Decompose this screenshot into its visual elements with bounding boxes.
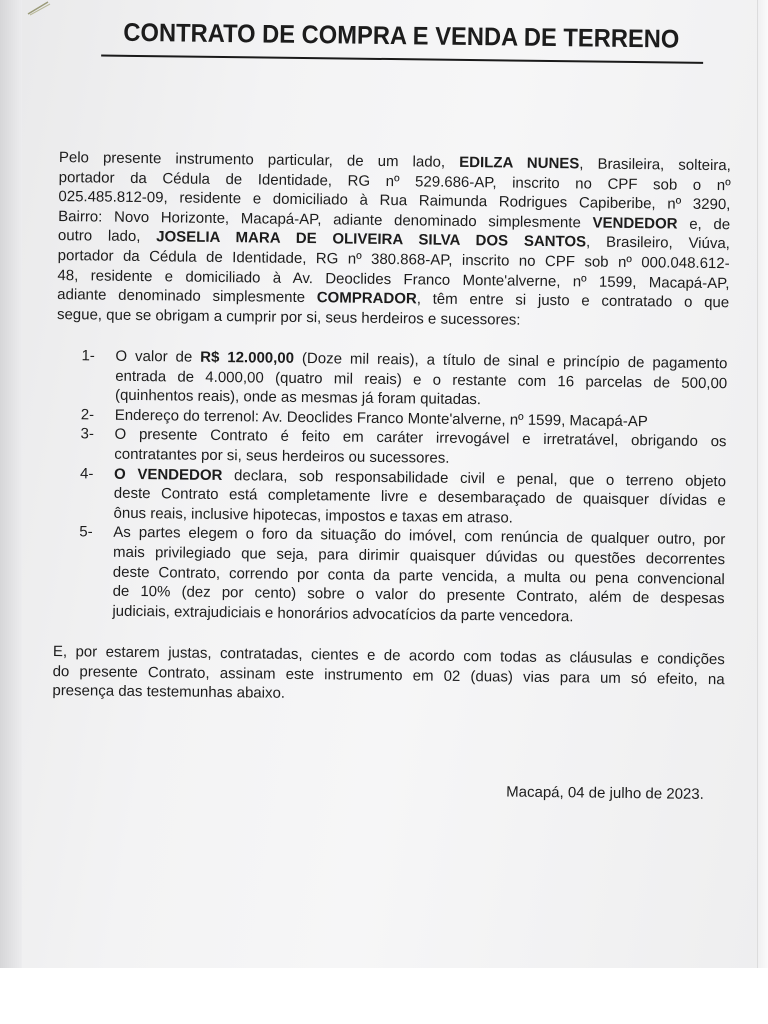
place-and-date: Macapá, 04 de julho de 2023. [506,783,704,803]
clause-line: de 10% (dez por cento) sobre o valor do presente Contrato, além de despesas [112,582,725,608]
clause-number: 1- [81,347,95,365]
clause-line: deste Contrato, correndo por conta da parte vencida, a multa ou pena convencional [112,563,725,588]
document-title: CONTRATO DE COMPRA E VENDA DE TERRENO [123,18,680,54]
clause-number: 3- [80,425,94,443]
clause-line: contratantes por si, seus herdeiros ou sucessores. [114,445,450,467]
intro-line: Bairro: Novo Horizonte, Macapá-AP, adiante denominado simplesmente VENDEDOR e, de [58,207,731,233]
intro-line: 025.485.812-09, residente e domiciliado à Rua Raimunda Rodrigues Capiberibe, nº 3290, [58,188,731,214]
clause-5 [78,523,725,629]
clause-line: deste Contrato está completamente livre e desembaraçado de quaisquer dívidas e [113,484,726,510]
intro-line: adiante denominado simplesmente COMPRADOR, têm entre si justo e contratado o que [57,286,730,312]
clause-line: entrada de 4.000,00 (quatro mil reais) e o restante com 16 parcelas de 500,00 [115,367,728,392]
title-underline [101,55,703,64]
intro-paragraph [57,148,731,333]
intro-line: segue, que se obrigam a cumprir por si, seus herdeiros e sucessores: [56,305,521,329]
clause-line: Endereço do terrenol: Av. Deoclides Franco Monte'alverne, nº 1599, Macapá-AP [114,406,648,430]
intro-line: portador da Cédula de Identidade, RG nº 529.686-AP, inscrito no CPF sob o nº [58,168,731,194]
clause-line: O presente Contrato é feito em caráter irrevogável e irretratável, obrigando os [114,426,727,451]
clause-line: (quinhentos reais), onde as mesmas já foram quitadas. [114,386,482,409]
clause-line: As partes elegem o foro da situação do imóvel, com renúncia de qualquer outro, por [113,524,726,549]
closing-line: E, por estarem justas, contratadas, cientes e de acordo com todas as cláusulas e condições [52,642,725,669]
clause-4 [79,464,726,531]
clause-line: judiciais, extrajudiciais e honorários advocatícios da parte vencedora. [112,602,574,626]
clause-line: ônus reais, inclusive hipotecas, impostos e taxas em atraso. [113,504,514,527]
closing-line: do presente Contrato, assinam este instrumento em 02 (duas) vias para um só efeito, na [52,662,725,688]
clause-number: 4- [79,464,94,483]
clause-number: 5- [79,523,93,541]
clause-list [78,346,727,628]
clause-line: mais privilegiado que seja, para dirimir quaisquer dúvidas ou questões decorrentes [112,543,726,569]
closing-line: presença das testemunhas abaixo. [52,682,286,702]
intro-line: Pelo presente instrumento particular, de um lado, EDILZA NUNES, Brasileira, solteira, [58,149,731,175]
clause-1 [81,346,728,413]
intro-line: outro lado, JOSELIA MARA DE OLIVEIRA SILVA DOS SANTOS, Brasileiro, Viúva, [57,227,731,253]
clause-line: O valor de R$ 12.000,00 (Doze mil reais), a título de sinal e princípio de pagamento [115,347,728,373]
clause-number: 2- [80,406,95,424]
intro-line: 48, residente e domiciliado à Av. Deoclides Franco Monte'alverne, nº 1599, Macapá-AP, [57,266,730,292]
intro-line: portador da Cédula de Identidade, RG nº 380.868-AP, inscrito no CPF sob nº 000.048.612- [57,246,730,273]
closing-paragraph [52,642,725,709]
clause-line: O VENDEDOR declara, sob responsabilidade civil e penal, que o terreno objeto [113,465,727,490]
